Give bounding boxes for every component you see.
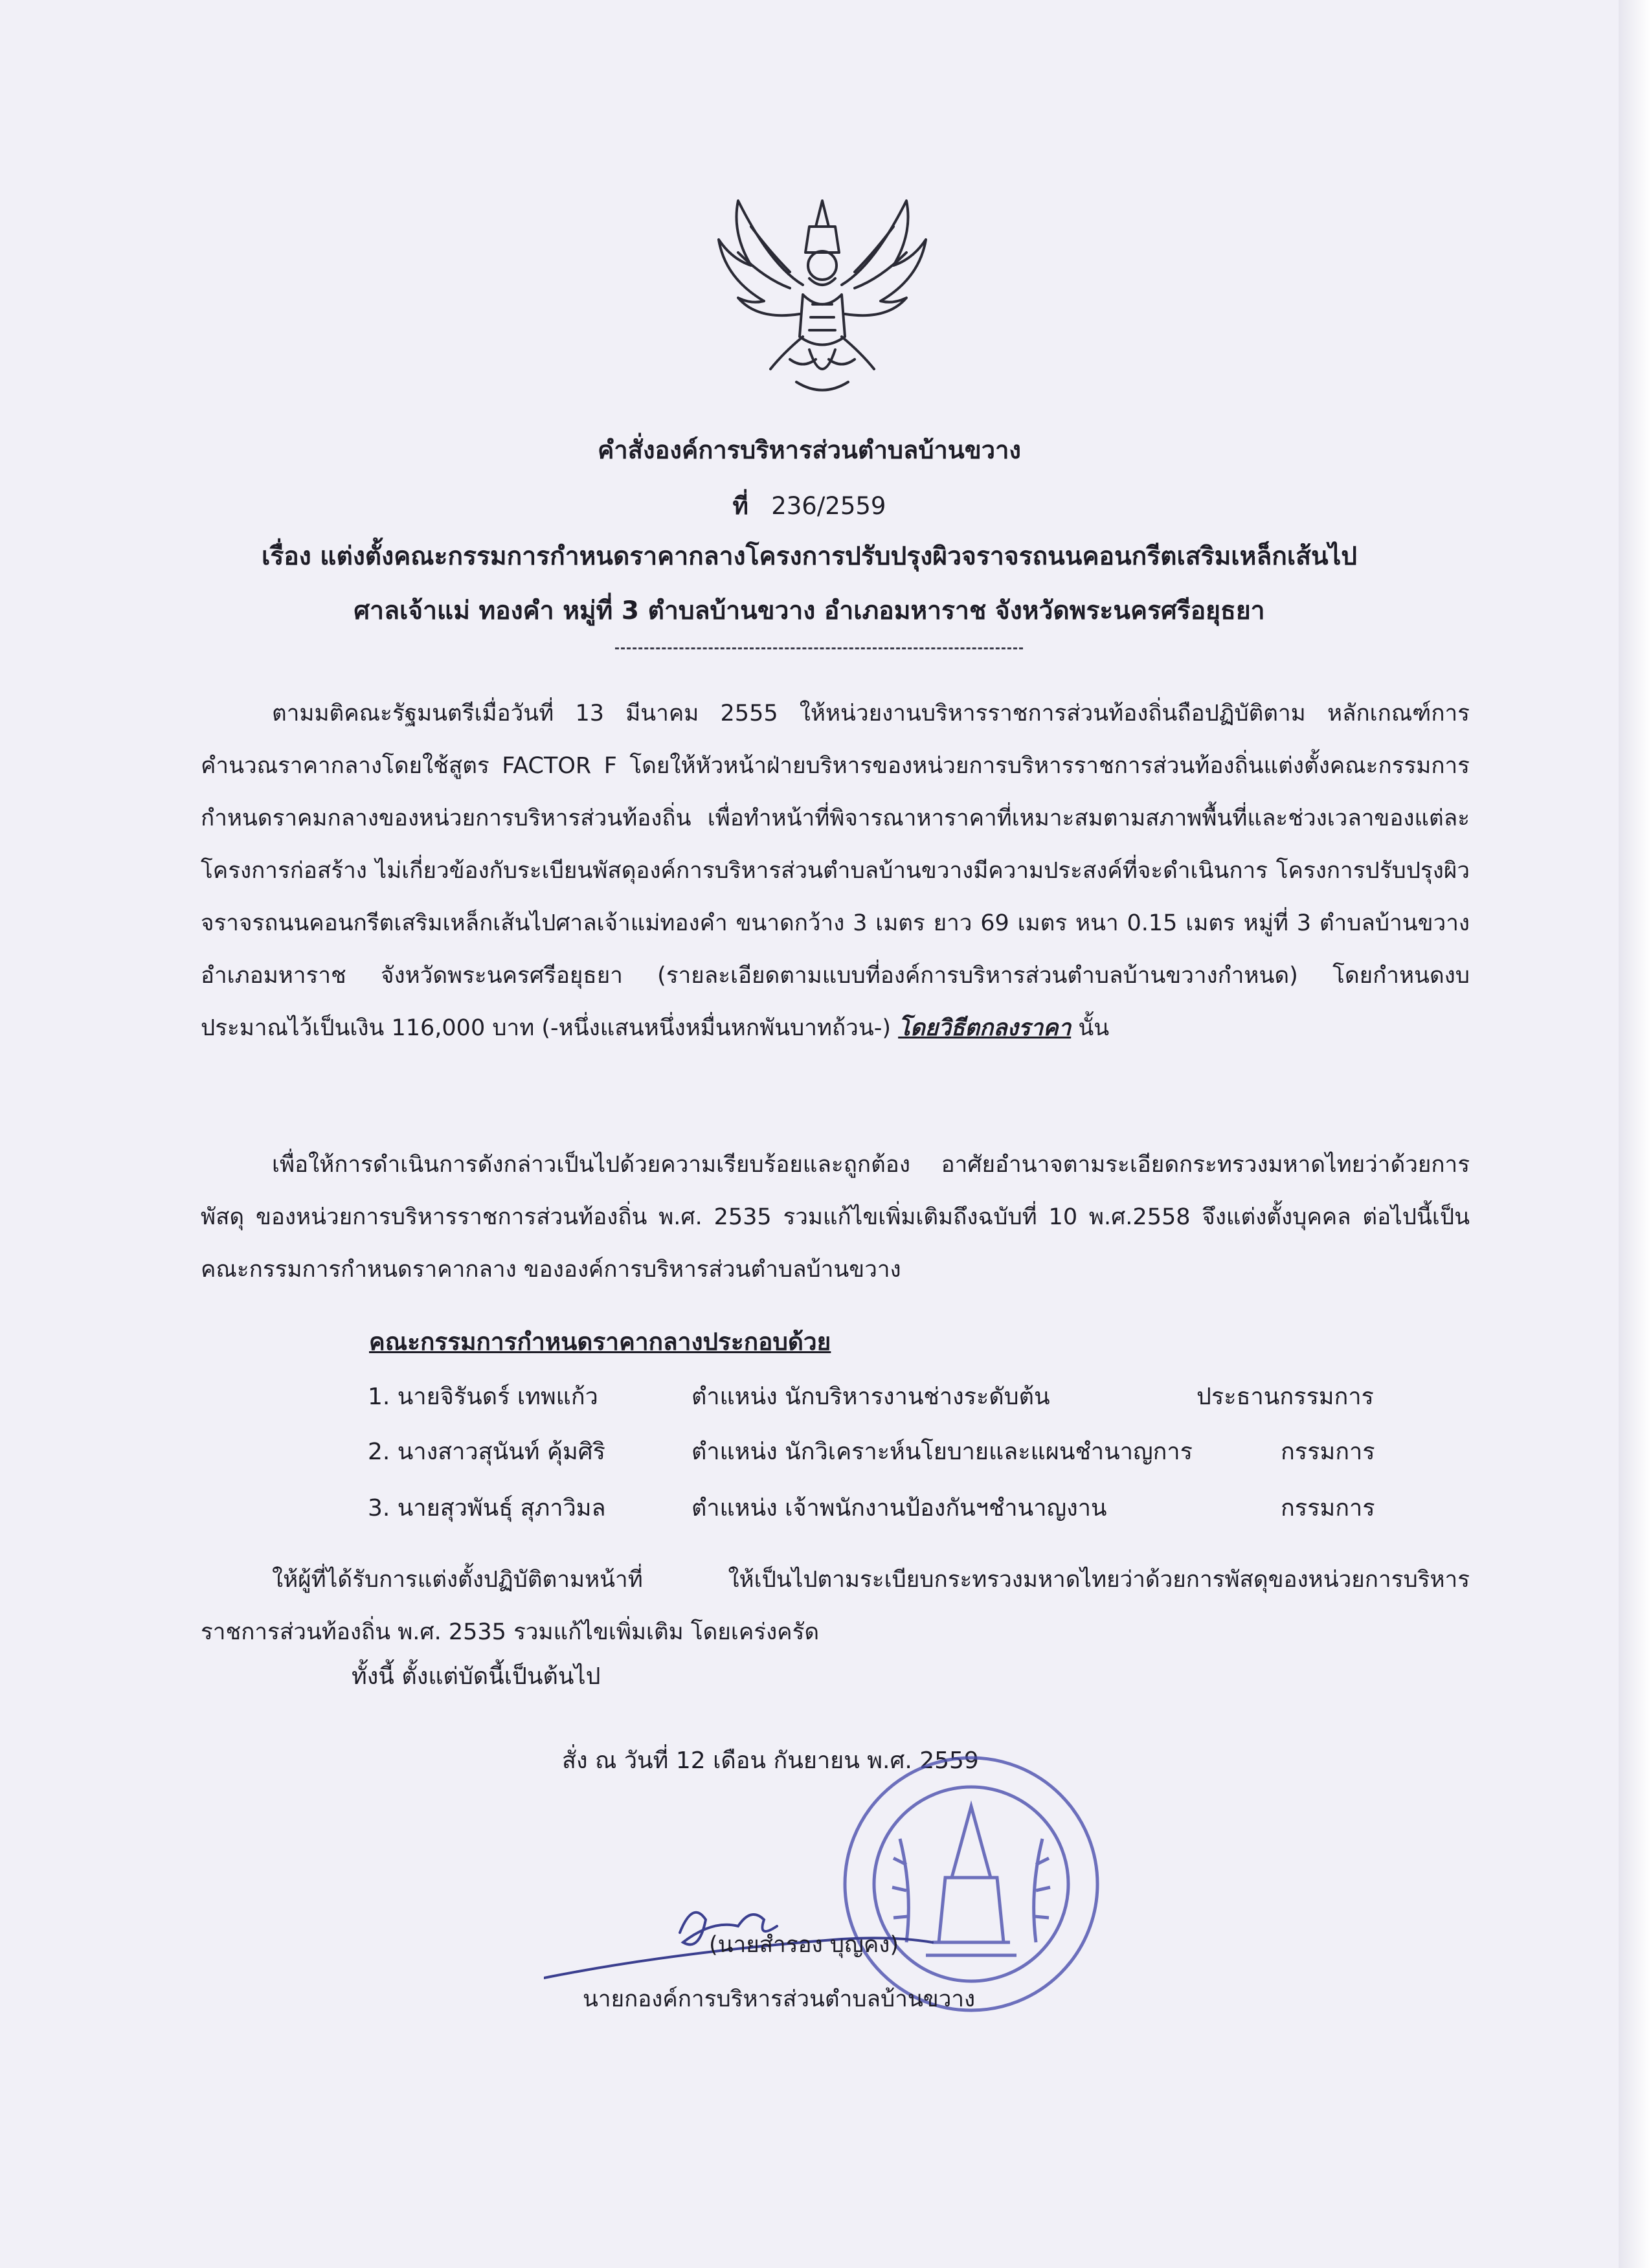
member-position: ตำแหน่ง นักวิเคราะห์นโยบายและแผนชำนาญการ xyxy=(691,1439,1193,1465)
number-value: 236/2559 xyxy=(771,492,886,520)
member-name: 1. นายจิรันดร์ เทพแก้ว xyxy=(368,1384,598,1410)
paragraph-1-end: นั้น xyxy=(1071,1015,1110,1041)
signer-name: (นายสำรอง บุญคง) xyxy=(709,1932,899,1958)
procurement-method: โดยวิธีตกลงราคา xyxy=(898,1015,1072,1041)
paragraph-1 xyxy=(201,688,1470,1055)
member-role: ประธานกรรมการ xyxy=(1196,1384,1374,1410)
garuda-emblem-icon xyxy=(712,175,932,401)
paragraph-3: ให้ผู้ที่ได้รับการแต่งตั้งปฏิบัติตามหน้าที่ ให้เป็นไปตามระเบียบกระทรวงมหาดไทยว่าด้วยการพัสดุของหน่วยการบริหารราชการส่วนท้องถิ่น พ.ศ. 2535 รวมแก้ไขเพิ่มเติม โดยเคร่งครัด xyxy=(201,1567,1470,1645)
member-role: กรรมการ xyxy=(1281,1439,1375,1465)
effective-note: ทั้งนี้ ตั้งแต่บัดนี้เป็นต้นไป xyxy=(352,1663,601,1690)
committee-title: คณะกรรมการกำหนดราคากลางประกอบด้วย xyxy=(369,1328,831,1356)
member-name: 2. นางสาวสุนันท์ คุ้มศิริ xyxy=(368,1439,605,1465)
divider xyxy=(615,647,1023,649)
subject-line-1: เรื่อง แต่งตั้งคณะกรรมการกำหนดราคากลางโครงการปรับปรุงผิวจราจรถนนคอนกรีตเสริมเหล็กเส้นไป xyxy=(261,542,1358,571)
order-number xyxy=(0,487,1619,525)
order-date: สั่ง ณ วันที่ 12 เดือน กันยายน พ.ศ. 2559 xyxy=(562,1747,979,1774)
page-edge xyxy=(1619,0,1651,2268)
member-role: กรรมการ xyxy=(1281,1495,1375,1521)
member-position: ตำแหน่ง นักบริหารงานช่างระดับต้น xyxy=(691,1384,1050,1410)
order-title: คำสั่งองค์การบริหารส่วนตำบลบ้านขวาง xyxy=(598,436,1021,464)
signer-position: นายกองค์การบริหารส่วนตำบลบ้านขวาง xyxy=(583,1986,976,2012)
subject-line-2: ศาลเจ้าแม่ ทองคำ หมู่ที่ 3 ตำบลบ้านขวาง อำเภอมหาราช จังหวัดพระนครศรีอยุธยา xyxy=(354,596,1265,625)
member-name: 3. นายสุวพันธุ์ สุภาวิมล xyxy=(368,1495,606,1521)
number-label: ที่ xyxy=(732,492,748,520)
paragraph-1-text: ตามมติคณะรัฐมนตรีเมื่อวันที่ 13 มีนาคม 2555 ให้หน่วยงานบริหารราชการส่วนท้องถิ่นถือปฏิบัติตาม หลักเกณฑ์การคำนวณราคากลางโดยใช้สูตร FACTOR F โดยให้หัวหน้าฝ่ายบริหารของหน่วยการบริหารราชการส่วนท้องถิ่นแต่งตั้งคณะกรรมการกำหนดราคมกลางของหน่วยการบริหารส่วนท้องถิ่น เพื่อทำหน้าที่พิจารณาหาราคาที่เหมาะสมตามสภาพพื้นที่และช่วงเวลาของแต่ละโครงการก่อสร้าง ไม่เกี่ยวข้องกับระเบียนพัสดุองค์การบริหารส่วนตำบลบ้านขวางมีความประสงค์ที่จะดำเนินการ โครงการปรับปรุงผิวจราจรถนนคอนกรีตเสริมเหล็กเส้นไปศาลเจ้าแม่ทองคำ ขนาดกว้าง 3 เมตร ยาว 69 เมตร หนา 0.15 เมตร หมู่ที่ 3 ตำบลบ้านขวาง อำเภอมหาราช จังหวัดพระนครศรีอยุธยา (รายละเอียดตามแบบที่องค์การบริหารส่วนตำบลบ้านขวางกำหนด) โดยกำหนดงบประมาณไว้เป็นเงิน 116,000 บาท (-หนึ่งแสนหนึ่งหมื่นหกพันบาทถ้วน-) xyxy=(201,701,1470,1041)
paragraph-2: เพื่อให้การดำเนินการดังกล่าวเป็นไปด้วยความเรียบร้อยและถูกต้อง อาศัยอำนาจตามระเอียดกระทรวงมหาดไทยว่าด้วยการพัสดุ ของหน่วยการบริหารราชการส่วนท้องถิ่น พ.ศ. 2535 รวมแก้ไขเพิ่มเติมถึงฉบับที่ 10 พ.ศ.2558 จึงแต่งตั้งบุคคล ต่อไปนี้เป็นคณะกรรมการกำหนดราคากลาง ขององค์การบริหารส่วนตำบลบ้านขวาง xyxy=(201,1152,1470,1283)
member-position: ตำแหน่ง เจ้าพนักงานป้องกันฯชำนาญงาน xyxy=(691,1495,1107,1521)
